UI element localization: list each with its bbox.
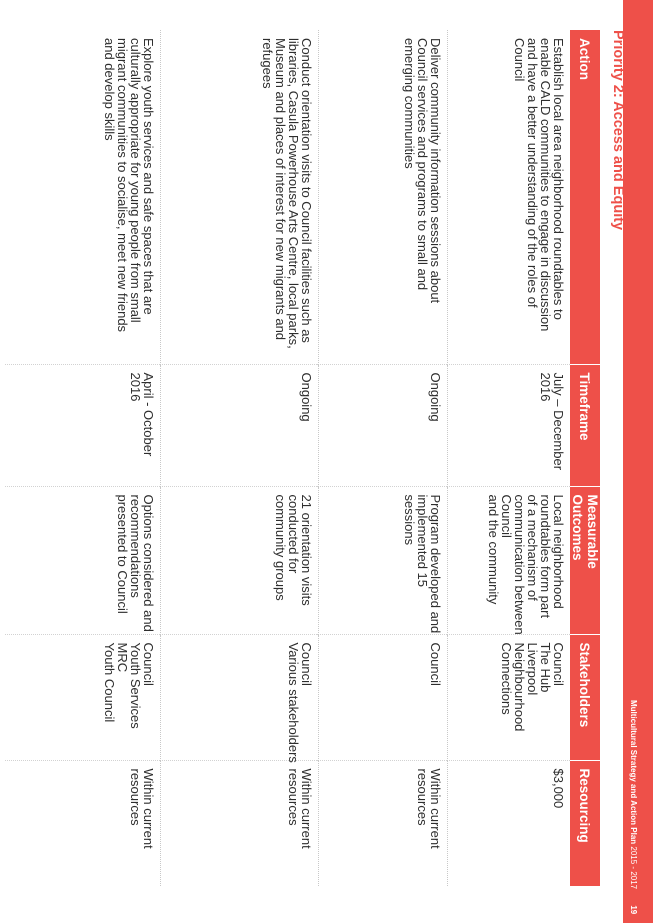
resourcing-cell (5, 760, 160, 886)
cell-line: Various stakeholders (285, 642, 301, 763)
action-cell (318, 30, 447, 364)
stakeholders-cell (318, 634, 447, 760)
cell-line: 21 orientation visits (298, 494, 314, 606)
cell-line: Council (512, 38, 527, 82)
column-header-stakeholders: Stakeholders (570, 634, 600, 760)
cell-line: Connections (499, 642, 514, 715)
table-row (5, 30, 160, 886)
action-cell (447, 30, 570, 364)
stakeholders-cell (5, 634, 160, 760)
cell-line: 2016 (127, 372, 143, 402)
cell-line: Conduct orientation visits to Council facilities such as (298, 38, 314, 343)
cell-line: libraries, Casula Powerhouse Arts Centre, local parks, (285, 38, 301, 349)
cell-line: Options considered and (140, 494, 156, 632)
cell-line: Program developed and (427, 494, 443, 634)
column-header-resourcing: Resourcing (570, 760, 600, 886)
outcomes-cell (5, 486, 160, 634)
timeframe-cell (5, 364, 160, 486)
cell-line: 2016 (538, 372, 553, 402)
cell-line: Council (298, 642, 314, 686)
cell-line: implemented 15 (414, 494, 430, 587)
column-header-action: Action (570, 30, 600, 364)
cell-line: resources (414, 768, 430, 826)
outcomes-cell (318, 486, 447, 634)
action-cell (160, 30, 318, 364)
cell-line: Ongoing (427, 372, 443, 422)
column-header-outcomes: Measurable Outcomes (570, 486, 600, 634)
resourcing-cell (318, 760, 447, 886)
section-heading: Priority 2: Access and Equity (610, 30, 626, 231)
cell-line: sessions (401, 494, 417, 546)
table-row (318, 30, 447, 886)
cell-line: emerging communities (401, 38, 417, 169)
cell-line: presented to Council (114, 494, 130, 614)
column-header-timeframe: Timeframe (570, 364, 600, 486)
cell-line: Liverpool (525, 642, 540, 696)
outcomes-cell (160, 486, 318, 634)
cell-line: Deliver community information sessions about (427, 38, 443, 304)
timeframe-cell (447, 364, 570, 486)
resourcing-cell (160, 760, 318, 886)
cell-line: migrant communities to socialise, meet new friends (114, 38, 130, 333)
cell-line: of a mechanism of (525, 494, 540, 601)
footer-title: Multicultural Strategy and Action Plan (629, 700, 638, 845)
cell-line: Establish local area neighborhood roundtables to (551, 38, 566, 320)
cell-line: Youth Council (101, 642, 117, 723)
cell-line: community groups (272, 494, 288, 601)
cell-line: April - October (140, 372, 156, 457)
table-row (160, 30, 318, 886)
stakeholders-cell (447, 634, 570, 760)
cell-line: Council (140, 642, 156, 686)
cell-line: refugees (259, 38, 275, 89)
cell-line: recommendations (127, 494, 143, 598)
table-header-row (570, 30, 600, 886)
action-cell (5, 30, 160, 364)
cell-line: Local neighborhood (551, 494, 566, 609)
table-row (447, 30, 570, 886)
cell-line: culturally appropriate for young people from small (127, 38, 143, 323)
cell-line: Within current (298, 768, 314, 849)
cell-line: and have a better understanding of the roles of (525, 38, 540, 308)
footer-years: 2015 - 2017 (629, 846, 638, 890)
action-plan-table (5, 30, 600, 886)
cell-line: Ongoing (298, 372, 314, 422)
cell-line: Youth Services (127, 642, 143, 729)
cell-line: roundtables form part (538, 494, 553, 619)
cell-line: Within current (427, 768, 443, 849)
cell-line: resources (127, 768, 143, 826)
cell-line: MRC (114, 642, 130, 673)
stakeholders-cell (160, 634, 318, 763)
cell-line: Council (427, 642, 443, 686)
cell-line: Within current (140, 768, 156, 849)
cell-line: July – December (551, 372, 566, 471)
cell-line: Neighbourhood (512, 642, 527, 732)
cell-line: enable CALD communities to engage in discussion (538, 38, 553, 332)
cell-line: The Hub (538, 642, 553, 693)
cell-line: and the community (486, 494, 501, 605)
cell-line: communication between (512, 494, 527, 635)
cell-line: Council (551, 642, 566, 686)
cell-line: Council (499, 494, 514, 538)
outcomes-cell (447, 486, 570, 634)
resourcing-cell (447, 760, 570, 886)
cell-line: $3,000 (551, 768, 566, 809)
timeframe-cell (160, 364, 318, 486)
cell-line: and develop skills (101, 38, 117, 141)
timeframe-cell (318, 364, 447, 486)
rotated-page-content (0, 30, 640, 900)
cell-line: Explore youth services and safe spaces that are (140, 38, 156, 315)
cell-line: Museum and places of interest for new migrants and (272, 38, 288, 341)
page-number: 19 (629, 905, 638, 915)
cell-line: resources (285, 768, 301, 826)
cell-line: Council services and programs to small and (414, 38, 430, 291)
cell-line: conducted for (285, 494, 301, 574)
